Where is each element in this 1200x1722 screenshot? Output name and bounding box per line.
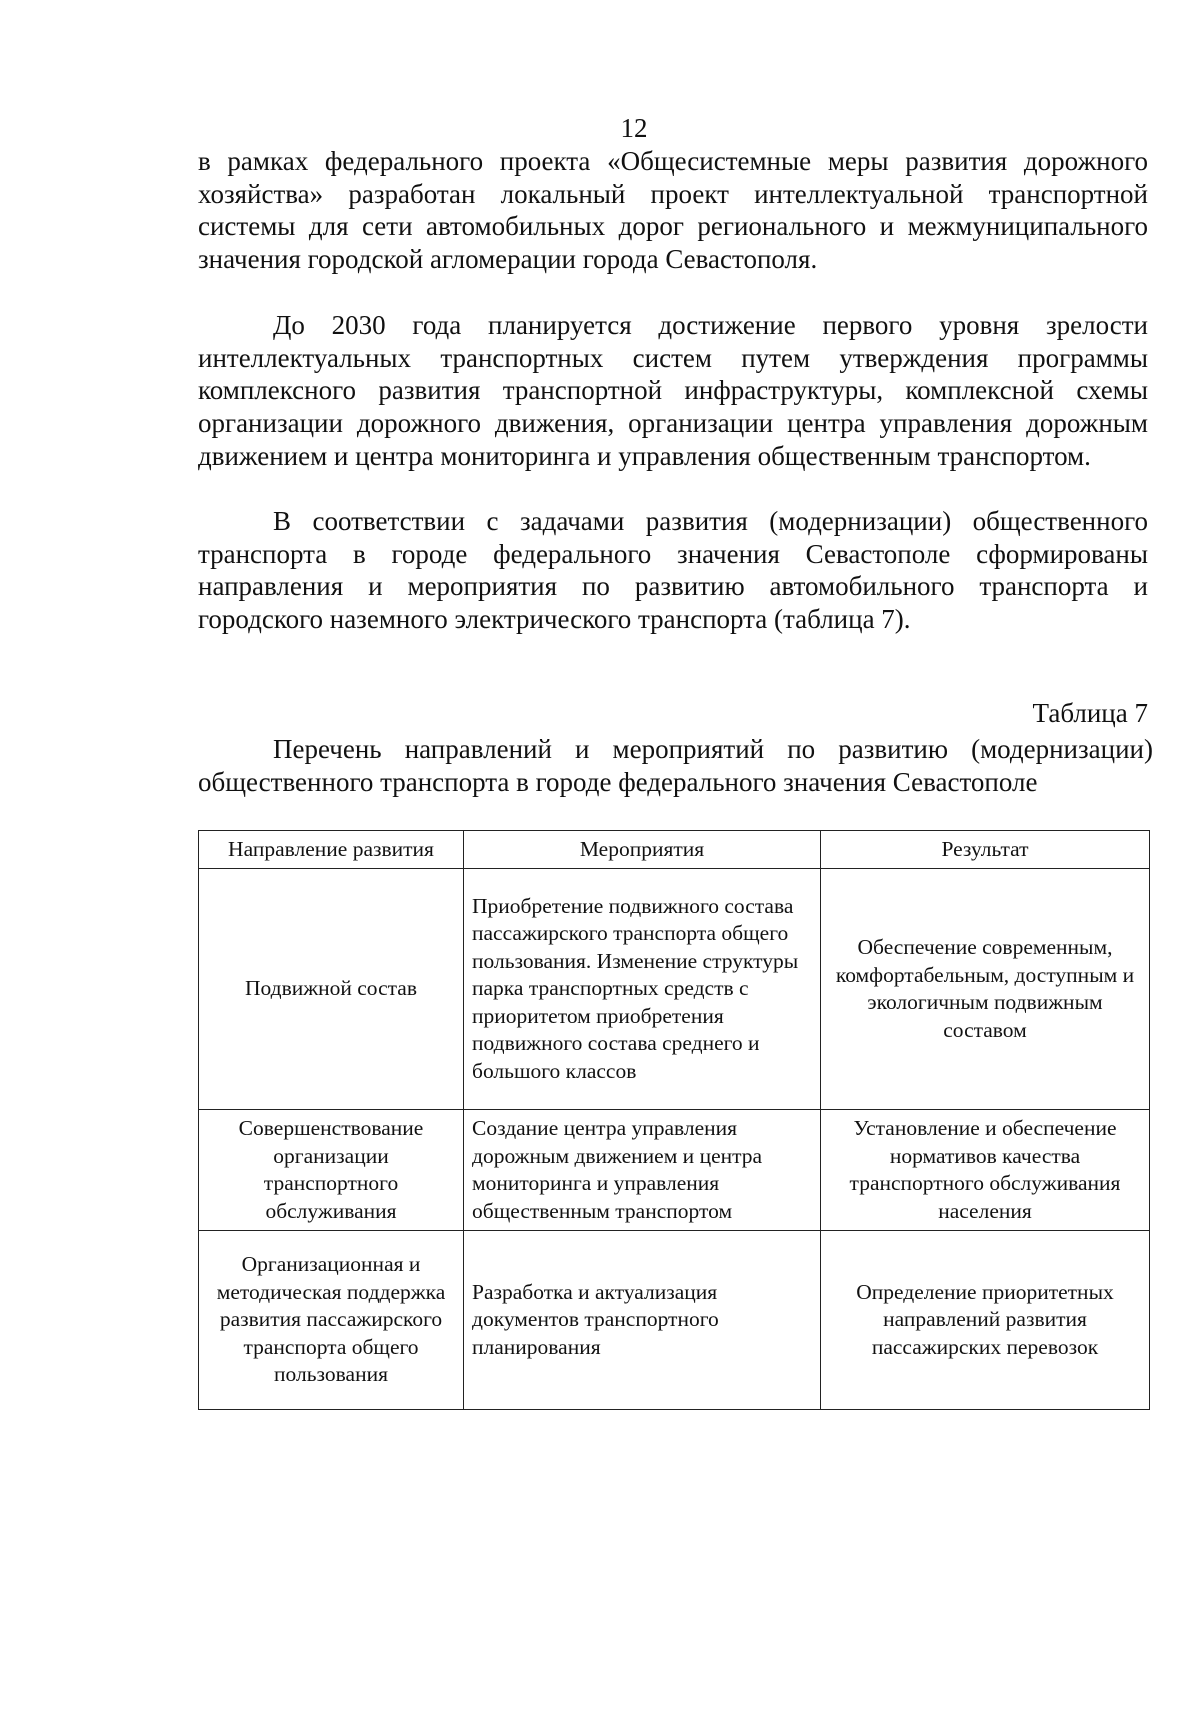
cell-result: Установление и обеспечение нормативов качества транспортного обслуживания населения (821, 1110, 1150, 1231)
cell-direction: Совершенствование организации транспортного обслуживания (199, 1110, 464, 1231)
paragraph-1: в рамках федерального проекта «Общесистемные меры развития дорожного хозяйства» разработан локальный проект интеллектуальной транспортной системы для сети автомобильных дорог регионального и межмуниципального значения городской агломерации города Севастополя. (198, 146, 1148, 275)
paragraph-2: До 2030 года планируется достижение первого уровня зрелости интеллектуальных транспортных систем путем утверждения программы комплексного развития транспортной инфраструктуры, комплексной схемы организации дорожного движения, организации центра управления дорожным движением и центра мониторинга и управления общественным транспортом. (198, 310, 1148, 471)
table-caption: Таблица 7 (1032, 698, 1148, 728)
cell-direction: Подвижной состав (199, 869, 464, 1110)
table-header-row (199, 831, 1150, 869)
table-row (199, 1110, 1150, 1231)
cell-result: Обеспечение современным, комфортабельным, доступным и экологичным подвижным составом (821, 869, 1150, 1110)
page-number: 12 (620, 113, 648, 143)
measures-table (198, 830, 1150, 1410)
cell-measures: Приобретение подвижного состава пассажирского транспорта общего пользования. Изменение структуры парка транспортных средств с приоритетом приобретения подвижного состава среднего и большого классов (464, 869, 821, 1110)
cell-result: Определение приоритетных направлений развития пассажирских перевозок (821, 1231, 1150, 1410)
header-measures: Мероприятия (464, 831, 821, 869)
cell-direction: Организационная и методическая поддержка развития пассажирского транспорта общего пользования (199, 1231, 464, 1410)
cell-measures: Разработка и актуализация документов транспортного планирования (464, 1231, 821, 1410)
paragraph-2-block (198, 309, 1148, 473)
cell-measures: Создание центра управления дорожным движением и центра мониторинга и управления общественным транспортом (464, 1110, 821, 1231)
table-title: Перечень направлений и мероприятий по развитию (модернизации) общественного транспорта в городе федерального значения Севастополе (198, 734, 1153, 797)
header-result: Результат (821, 831, 1150, 869)
paragraph-1-block (198, 145, 1148, 276)
paragraph-3: В соответствии с задачами развития (модернизации) общественного транспорта в городе федерального значения Севастополе сформированы направления и мероприятия по развитию автомобильного транспорта и городского наземного электрического транспорта (таблица 7). (198, 506, 1148, 635)
table-row (199, 869, 1150, 1110)
table-row (199, 1231, 1150, 1410)
paragraph-3-block (198, 505, 1148, 636)
header-direction: Направление развития (199, 831, 464, 869)
